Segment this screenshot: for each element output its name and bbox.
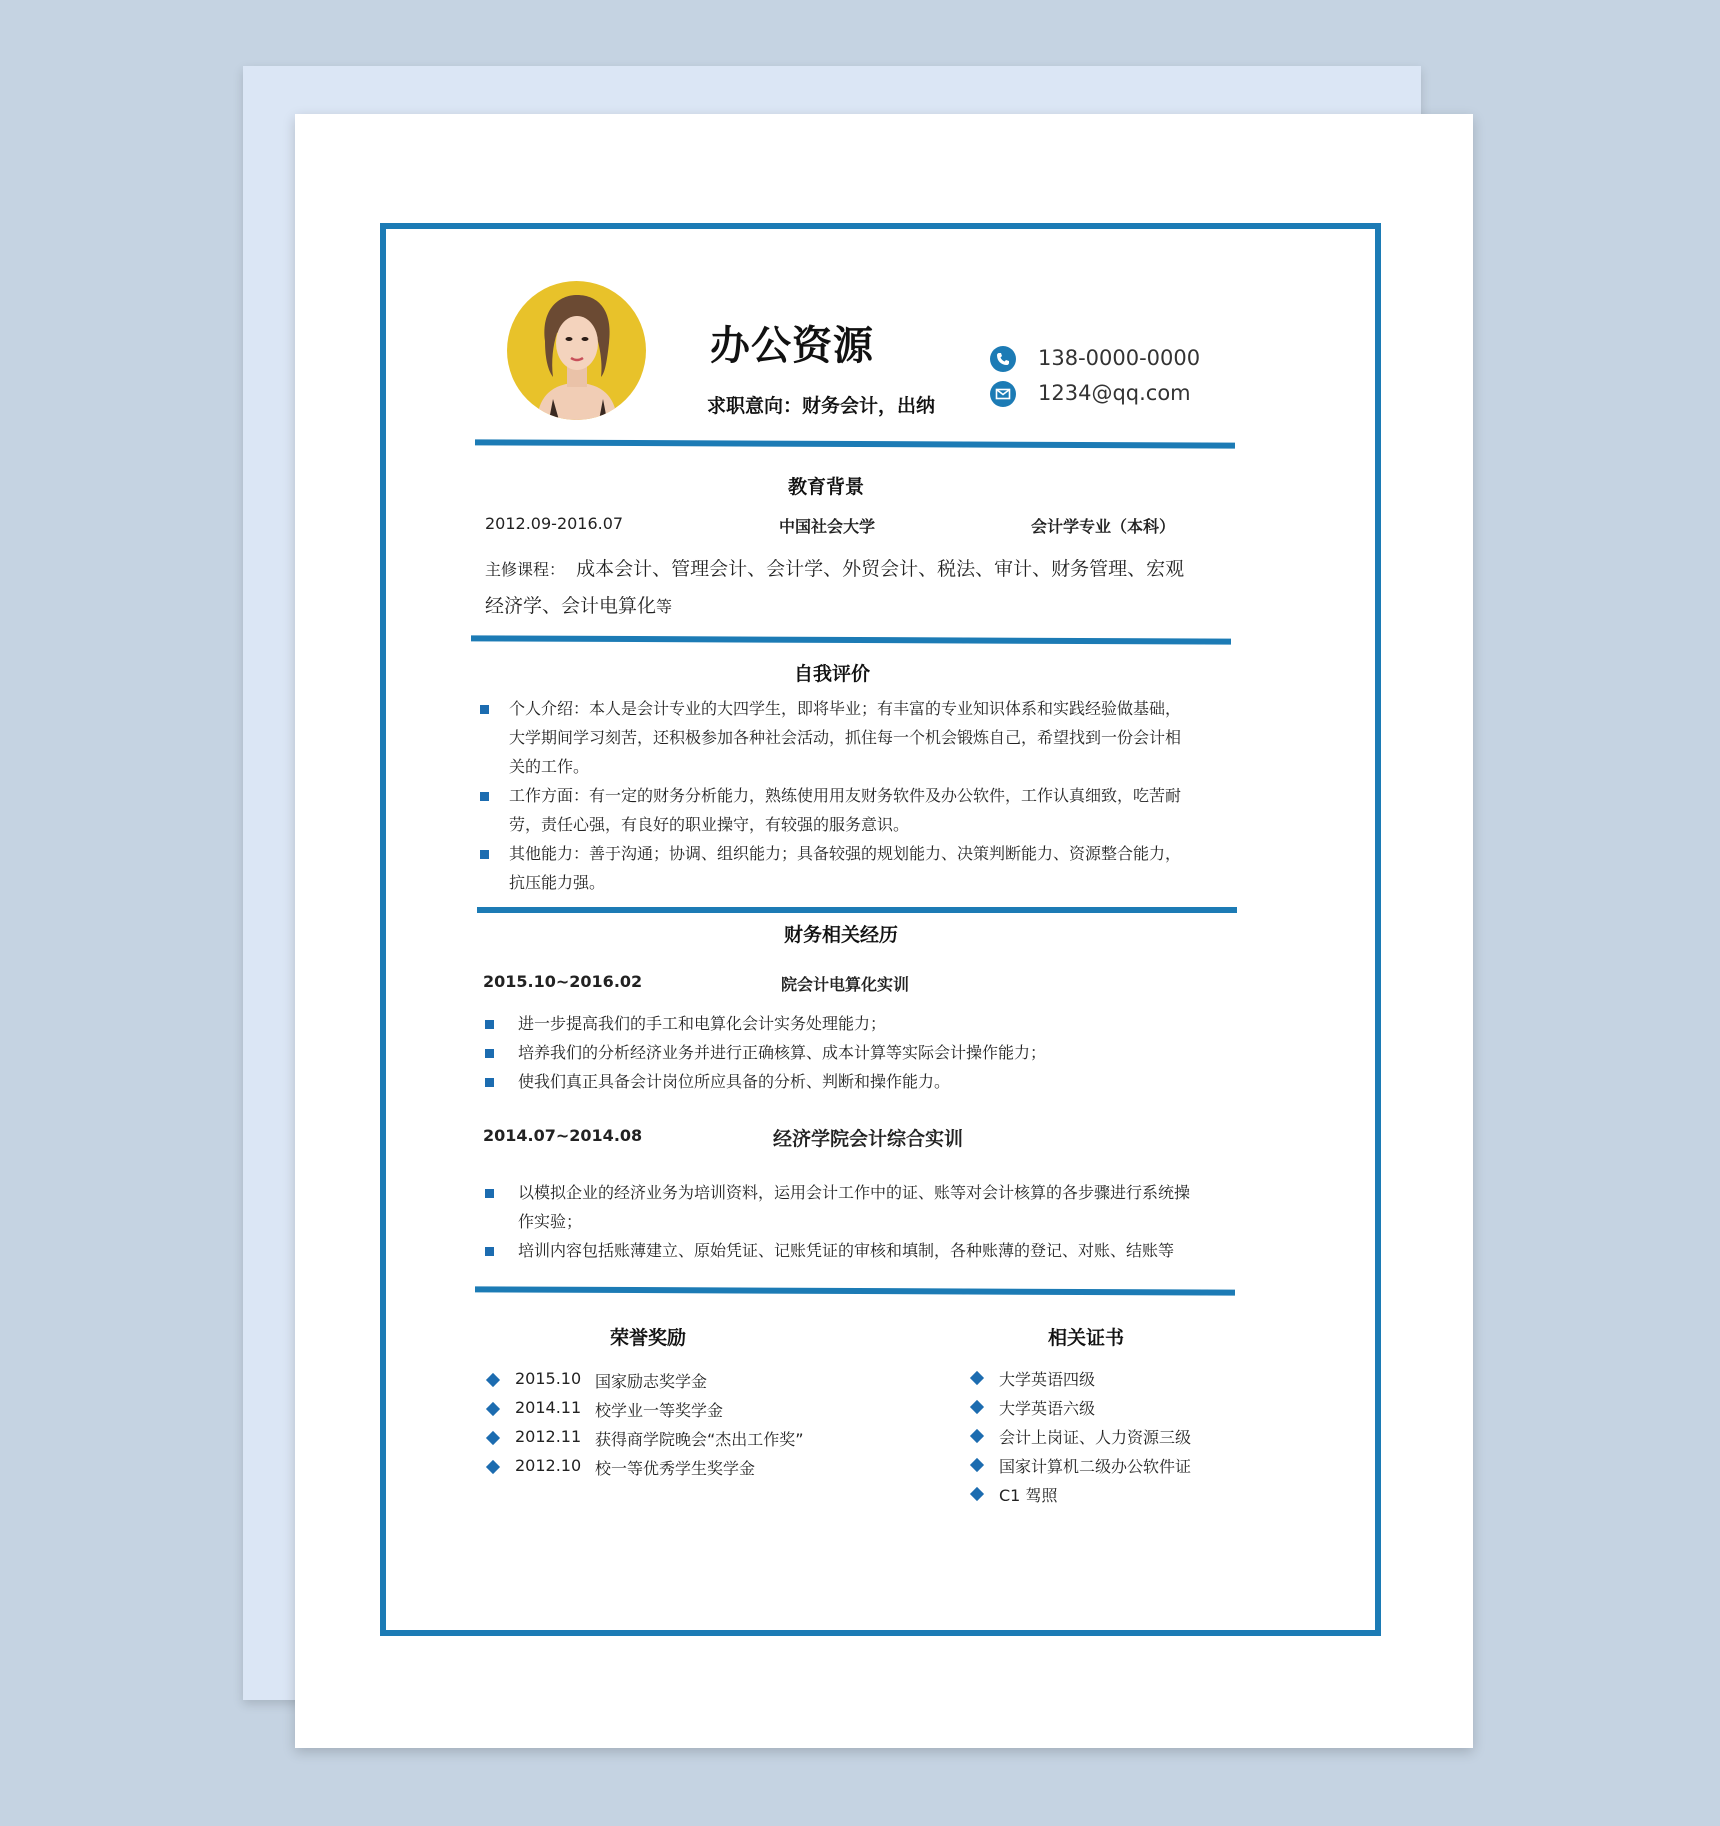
- certificate-item: 国家计算机二级办公软件证: [999, 1457, 1192, 1476]
- bullet: [485, 1020, 494, 1029]
- email-address[interactable]: 1234@qq.com: [1038, 381, 1191, 405]
- courses-label: 主修课程：: [485, 560, 566, 579]
- bullet: [485, 1078, 494, 1087]
- honor-date: 2015.10: [515, 1369, 582, 1388]
- certificate-item: 大学英语六级: [999, 1399, 1096, 1418]
- education-school: 中国社会大学: [779, 517, 876, 536]
- self-eval-item-intro: 个人介绍：本人是会计专业的大四学生，即将毕业；有丰富的专业知识体系和实践经验做基础， 大学期间学习刻苦，还积极参加各种社会活动，抓住每一个机会锻炼自己，希望找到一份会计相 关的工作。: [509, 699, 1182, 776]
- section-title-self-evaluation: 自我评价: [794, 663, 871, 685]
- avatar: [507, 281, 646, 420]
- courses-suffix: 等: [656, 597, 673, 616]
- bullet: [485, 1247, 494, 1256]
- experience-period: 2015.10~2016.02: [483, 972, 643, 991]
- education-major: 会计学专业（本科）: [1031, 517, 1176, 536]
- resume-page: [295, 114, 1473, 1748]
- experience-item: 培养我们的分析经济业务并进行正确核算、成本计算等实际会计操作能力；: [518, 1043, 1047, 1062]
- courses-line-1: 成本会计、管理会计、会计学、外贸会计、税法、审计、财务管理、宏观: [576, 558, 1185, 580]
- honor-date: 2012.11: [515, 1427, 582, 1446]
- certificate-item: C1 驾照: [999, 1486, 1058, 1505]
- bullet: [480, 792, 489, 801]
- courses-line-2: 经济学、会计电算化: [485, 595, 657, 617]
- certificate-item: 会计上岗证、人力资源三级: [999, 1428, 1192, 1447]
- education-courses: [485, 554, 1245, 581]
- candidate-name: 办公资源: [710, 323, 874, 369]
- job-intent: 求职意向：财务会计，出纳: [707, 395, 936, 417]
- honor-text: 校学业一等奖学金: [595, 1401, 724, 1420]
- education-period: 2012.09-2016.07: [485, 514, 624, 533]
- honor-date: 2014.11: [515, 1398, 582, 1417]
- experience-period: 2014.07~2014.08: [483, 1126, 643, 1145]
- certificate-item: 大学英语四级: [999, 1370, 1096, 1389]
- honor-text: 获得商学院晚会“杰出工作奖”: [595, 1430, 804, 1449]
- honor-text: 校一等优秀学生奖学金: [595, 1459, 756, 1478]
- honor-date: 2012.10: [515, 1456, 582, 1475]
- experience-item: 使我们真正具备会计岗位所应具备的分析、判断和操作能力。: [518, 1072, 951, 1091]
- bullet: [480, 850, 489, 859]
- phone-icon: [990, 346, 1016, 372]
- experience-item: 以模拟企业的经济业务为培训资料，运用会计工作中的证、账等对会计核算的各步骤进行系统操 作实验；: [518, 1183, 1191, 1231]
- bullet: [485, 1189, 494, 1198]
- section-title-experience: 财务相关经历: [784, 924, 899, 946]
- mail-icon: [990, 381, 1016, 407]
- phone-number[interactable]: 138-0000-0000: [1038, 346, 1201, 370]
- section-title-honors: 荣誉奖励: [610, 1327, 687, 1349]
- experience-item: 进一步提高我们的手工和电算化会计实务处理能力；: [518, 1014, 887, 1033]
- section-title-education: 教育背景: [788, 476, 865, 498]
- bullet: [480, 705, 489, 714]
- bullet: [485, 1049, 494, 1058]
- self-eval-item-other: 其他能力：善于沟通；协调、组织能力；具备较强的规划能力、决策判断能力、资源整合能力， 抗压能力强。: [509, 844, 1182, 892]
- divider: [477, 907, 1237, 913]
- self-eval-item-work: 工作方面：有一定的财务分析能力，熟练使用用友财务软件及办公软件，工作认真细致，吃苦耐 劳，责任心强，有良好的职业操守，有较强的服务意识。: [509, 786, 1182, 834]
- education-courses-cont: [485, 591, 672, 618]
- experience-name: 经济学院会计综合实训: [773, 1128, 964, 1150]
- experience-name: 院会计电算化实训: [781, 975, 910, 994]
- honor-text: 国家励志奖学金: [595, 1372, 708, 1391]
- experience-item: 培训内容包括账薄建立、原始凭证、记账凭证的审核和填制，各种账薄的登记、对账、结账等: [518, 1241, 1175, 1260]
- section-title-certificates: 相关证书: [1048, 1327, 1125, 1349]
